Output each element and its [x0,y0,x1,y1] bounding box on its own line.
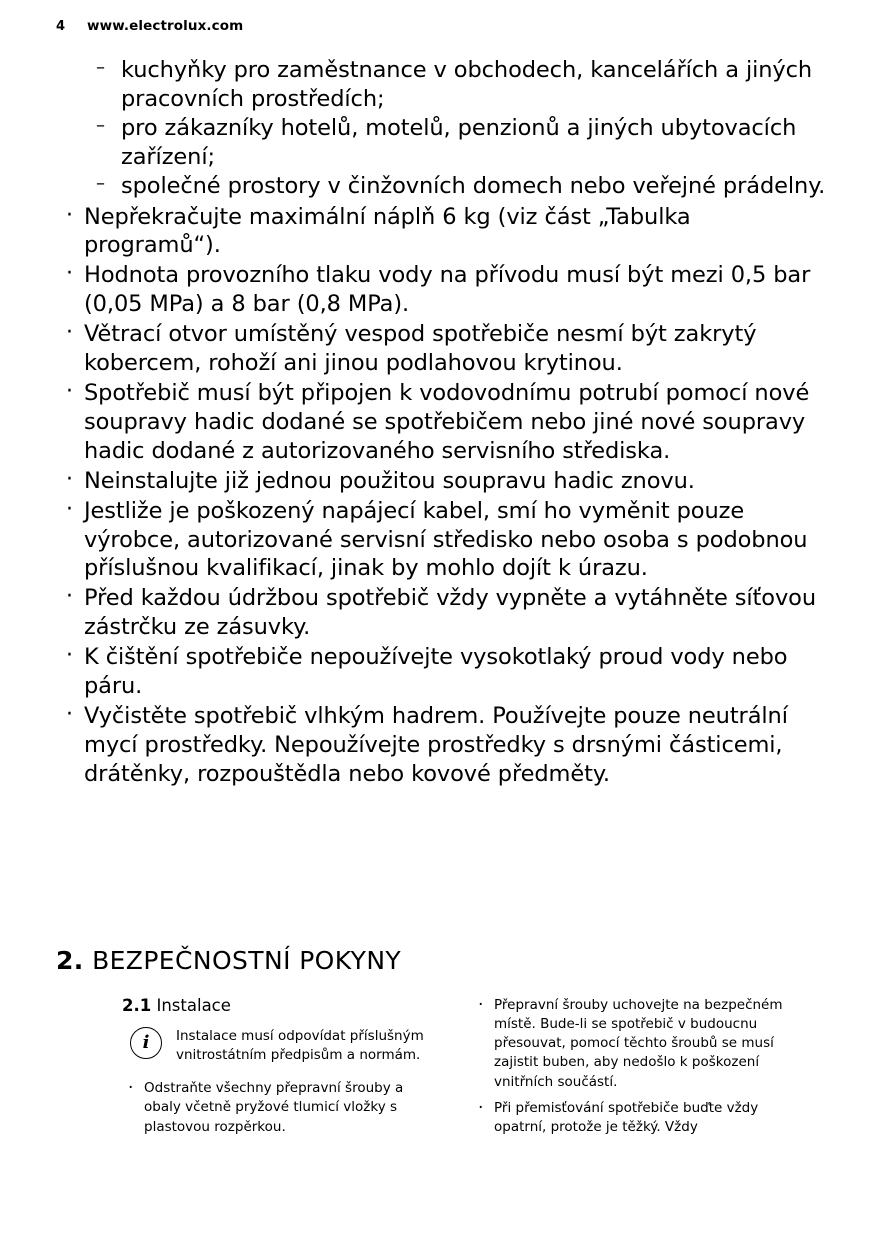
sub-list-item: – společné prostory v činžovních domech nebo veřejné prádelny. [84,172,826,201]
column-left [56,996,432,1144]
site-url: www.electrolux.com [87,18,244,34]
safety-instruction-list [56,56,826,789]
chapter-heading [56,946,836,975]
list-item: · Před každou údržbou spotřebič vždy vypněte a vytáhněte síťovou zástrčku ze zásuvky. [56,584,826,642]
info-icon: i [130,1027,162,1059]
list-item: · Hodnota provozního tlaku vody na přívodu musí být mezi 0,5 bar (0,05 MPa) a 8 bar (0,8 MPa). [56,261,826,319]
page-header [56,18,243,34]
two-column-section [56,996,836,1144]
main-body [56,56,826,790]
list-item: · Nepřekračujte maximální náplň 6 kg (viz část „Tabulka programů“). [56,203,826,261]
list-item: · Přepravní šrouby uchovejte na bezpečném místě. Bude-li se spotřebič v budoucnu přesouvat, pomocí těchto šroubů se musí zajistit buben, aby nedošlo k poškození vnitřních součástí. [472,996,812,1092]
right-bullet-list [472,996,812,1137]
section-number: 2.1 [122,996,152,1015]
list-item: · Vyčistěte spotřebič vlhkým hadrem. Používejte pouze neutrální mycí prostředky. Nepoužívejte prostředky s drsnými částicemi, drátěnky, rozpouštědla nebo kovové předměty. [56,702,826,789]
list-item-subgroup [56,56,826,201]
page-number: 4 [56,19,66,34]
list-item: · K čištění spotřebiče nepoužívejte vysokotlaký proud vody nebo páru. [56,643,826,701]
chapter-number: 2. [56,946,84,975]
left-bullet-list [122,1079,432,1136]
info-note [122,1025,432,1065]
list-item: · Jestliže je poškozený napájecí kabel, smí ho vyměnit pouze výrobce, autorizované servisní středisko nebo osoba s podobnou příslušnou kvalifikací, jinak by mohlo dojít k úrazu. [56,497,826,584]
section-title: Instalace [156,996,231,1015]
list-item: · Spotřebič musí být připojen k vodovodnímu potrubí pomocí nové soupravy hadic dodané se spotřebičem nebo jiné nové soupravy hadic dodané z autorizovaného servisního střediska. [56,379,826,466]
chapter-title: BEZPEČNOSTNÍ POKYNY [92,946,402,975]
column-right [462,996,812,1144]
list-item: · Větrací otvor umístěný vespod spotřebiče nesmí být zakrytý kobercem, rohoží ani jinou podlahovou krytinou. [56,320,826,378]
info-note-text: Instalace musí odpovídat příslušným vnitrostátním předpisům a normám. [176,1028,424,1064]
list-item: · Neinstalujte již jednou použitou soupravu hadic znovu. [56,467,826,496]
section-heading [122,996,432,1015]
sub-list [84,56,826,201]
list-item: · Při přemisťování spotřebiče buďte vždy opatrní, protože je těžký. Vždy [472,1099,812,1137]
sub-list-item: – pro zákazníky hotelů, motelů, penzionů a jiných ubytovacích zařízení; [84,114,826,172]
sub-list-item: – kuchyňky pro zaměstnance v obchodech, kancelářích a jiných pracovních prostředích; [84,56,826,114]
list-item: · Odstraňte všechny přepravní šrouby a obaly včetně pryžové tlumicí vložky s plastovou rozpěrkou. [122,1079,432,1136]
